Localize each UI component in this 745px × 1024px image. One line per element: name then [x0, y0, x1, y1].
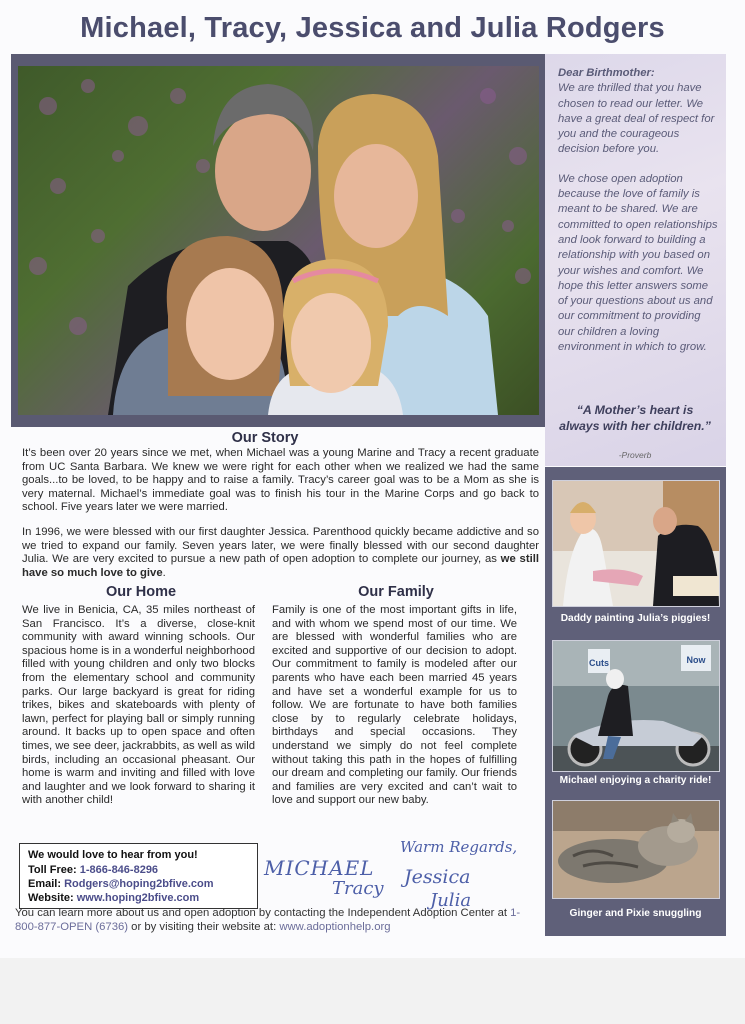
caption-painting-nails: Daddy painting Julia’s piggies! — [560, 613, 711, 624]
contact-toll-free — [28, 863, 158, 878]
footer-text-1: You can learn more about us and open adoption by contacting the Independent Adoption Center at — [15, 907, 511, 919]
photo-charity-ride — [552, 640, 720, 772]
footer-phone[interactable]: 1-800-877-OPEN (6736) — [15, 907, 521, 933]
email-label: Email: — [28, 878, 62, 890]
side-photos-panel — [545, 467, 726, 936]
our-story-emphasis: we still have so much love to give — [22, 553, 540, 579]
charity-ride-illustration — [553, 641, 719, 771]
our-story-paragraph-2 — [22, 526, 539, 580]
signature-tracy: Tracy — [332, 878, 384, 899]
scan-margin — [0, 958, 745, 1024]
contact-box — [19, 843, 258, 909]
letter-paragraph-2: We chose open adoption because the love of family is meant to be shared. We are committed to open relationships and look forward to building a relationship with you based on your wishes and comfort. We hope this letter answers some of your questions about us and our commitment to providing our children a loving environment in which to grow. — [558, 172, 718, 354]
our-story-paragraph-1: It’s been over 20 years since we met, when Michael was a young Marine and Tracy a recent graduate from UC Santa Barbara. We knew we were right for each other when we realized we had the same goals...to be loved, to be happy and to raise a family. Tracy’s career goal was to be a Mom as she is very maternal. Michael’s immediate goal was to finish his tour in the Marine Corps and go back to school. Five years later we were married. — [22, 447, 539, 514]
signature-michael: MICHAEL — [264, 856, 375, 880]
contact-heading: We would love to hear from you! — [28, 849, 198, 861]
signature-jessica: Jessica — [404, 866, 471, 888]
our-story-heading: Our Story — [231, 430, 299, 446]
our-home-heading: Our Home — [105, 584, 177, 600]
contact-website — [28, 891, 199, 906]
caption-cats-snuggling: Ginger and Pixie snuggling — [569, 908, 702, 919]
letter-text — [558, 66, 718, 369]
signature-julia: Julia — [430, 890, 472, 911]
proverb-source: -Proverb — [618, 450, 652, 460]
footer-url[interactable]: www.adoptionhelp.org — [279, 921, 391, 933]
proverb-quote: “A Mother’s heart is always with her children.” — [559, 403, 711, 433]
contact-email — [28, 877, 214, 892]
family-photo-illustration — [18, 66, 539, 415]
painting-nails-illustration — [553, 481, 719, 606]
email-link[interactable]: Rodgers@hoping2bfive.com — [64, 878, 214, 890]
toll-free-label: Toll Free: — [28, 864, 77, 876]
letter-paragraph-1: We are thrilled that you have chosen to read our letter. We have a great deal of respect for you and the courageous decision before you. — [558, 82, 715, 156]
page-title: Michael, Tracy, Jessica and Julia Rodgers — [80, 12, 665, 44]
our-story-paragraph-2-text: In 1996, we were blessed with our first daughter Jessica. Parenthood quickly became addictive and so we tried to expand our family. Seven years later, we were finally blessed with our second daughter Julia. We are very excited to pursue a new path of open adoption to complete our journey, as — [22, 526, 539, 566]
website-link[interactable]: www.hoping2bfive.com — [76, 892, 200, 904]
banner-cuts: Cuts — [589, 658, 609, 668]
family-signature — [262, 838, 532, 916]
family-photo-frame — [11, 54, 545, 427]
cats-illustration — [553, 801, 719, 898]
our-family-heading: Our Family — [358, 584, 434, 600]
footer-text — [15, 906, 540, 934]
our-story-paragraph-2-end: . — [162, 566, 166, 579]
our-home-text: We live in Benicia, CA, 35 miles northeast of San Francisco. It’s a diverse, close-knit community with award winning schools. Our spacious home is in a wonderful neighborhood filled with young children and only two blocks from the elementary school and community parks. Our large backyard is great for riding trikes, bikes and skateboards with plenty of lawn, perfect for playing ball or simply running around. It backs up to open space and often times, we see deer, jackrabbits, as well as wild birds, including an occasional pheasant. Our home is warm and inviting and filled with love and laughter and we look forward to sharing it with another child! — [22, 604, 255, 807]
our-family-text: Family is one of the most important gifts in life, and with whom we spend most of our time. We are blessed with wonderful families who are excited and supportive of our decision to adopt. Our commitment to family is modeled after our parents who have each been married 45 years and have set a wonderful example for us to follow. We are fortunate to have both families close by to regularly celebrate holidays, birthdays and special occasions. They understand we simply do not feel complete without taking this path in the hopes of fulfilling our dream and completing our family. Our friends and families are very excited and can’t wait to love and support our new baby. — [272, 604, 517, 807]
caption-charity-ride: Michael enjoying a charity ride! — [559, 775, 712, 786]
signature-closing: Warm Regards, — [400, 838, 518, 856]
photo-painting-nails — [552, 480, 720, 607]
banner-now: Now — [686, 655, 706, 665]
footer-text-2: or by visiting their website at: — [128, 921, 280, 933]
letter-greeting: Dear Birthmother: — [558, 67, 655, 79]
family-photo — [18, 66, 539, 415]
toll-free-number[interactable]: 1-866-846-8296 — [79, 864, 159, 876]
website-label: Website: — [28, 892, 74, 904]
photo-cats-snuggling — [552, 800, 720, 899]
